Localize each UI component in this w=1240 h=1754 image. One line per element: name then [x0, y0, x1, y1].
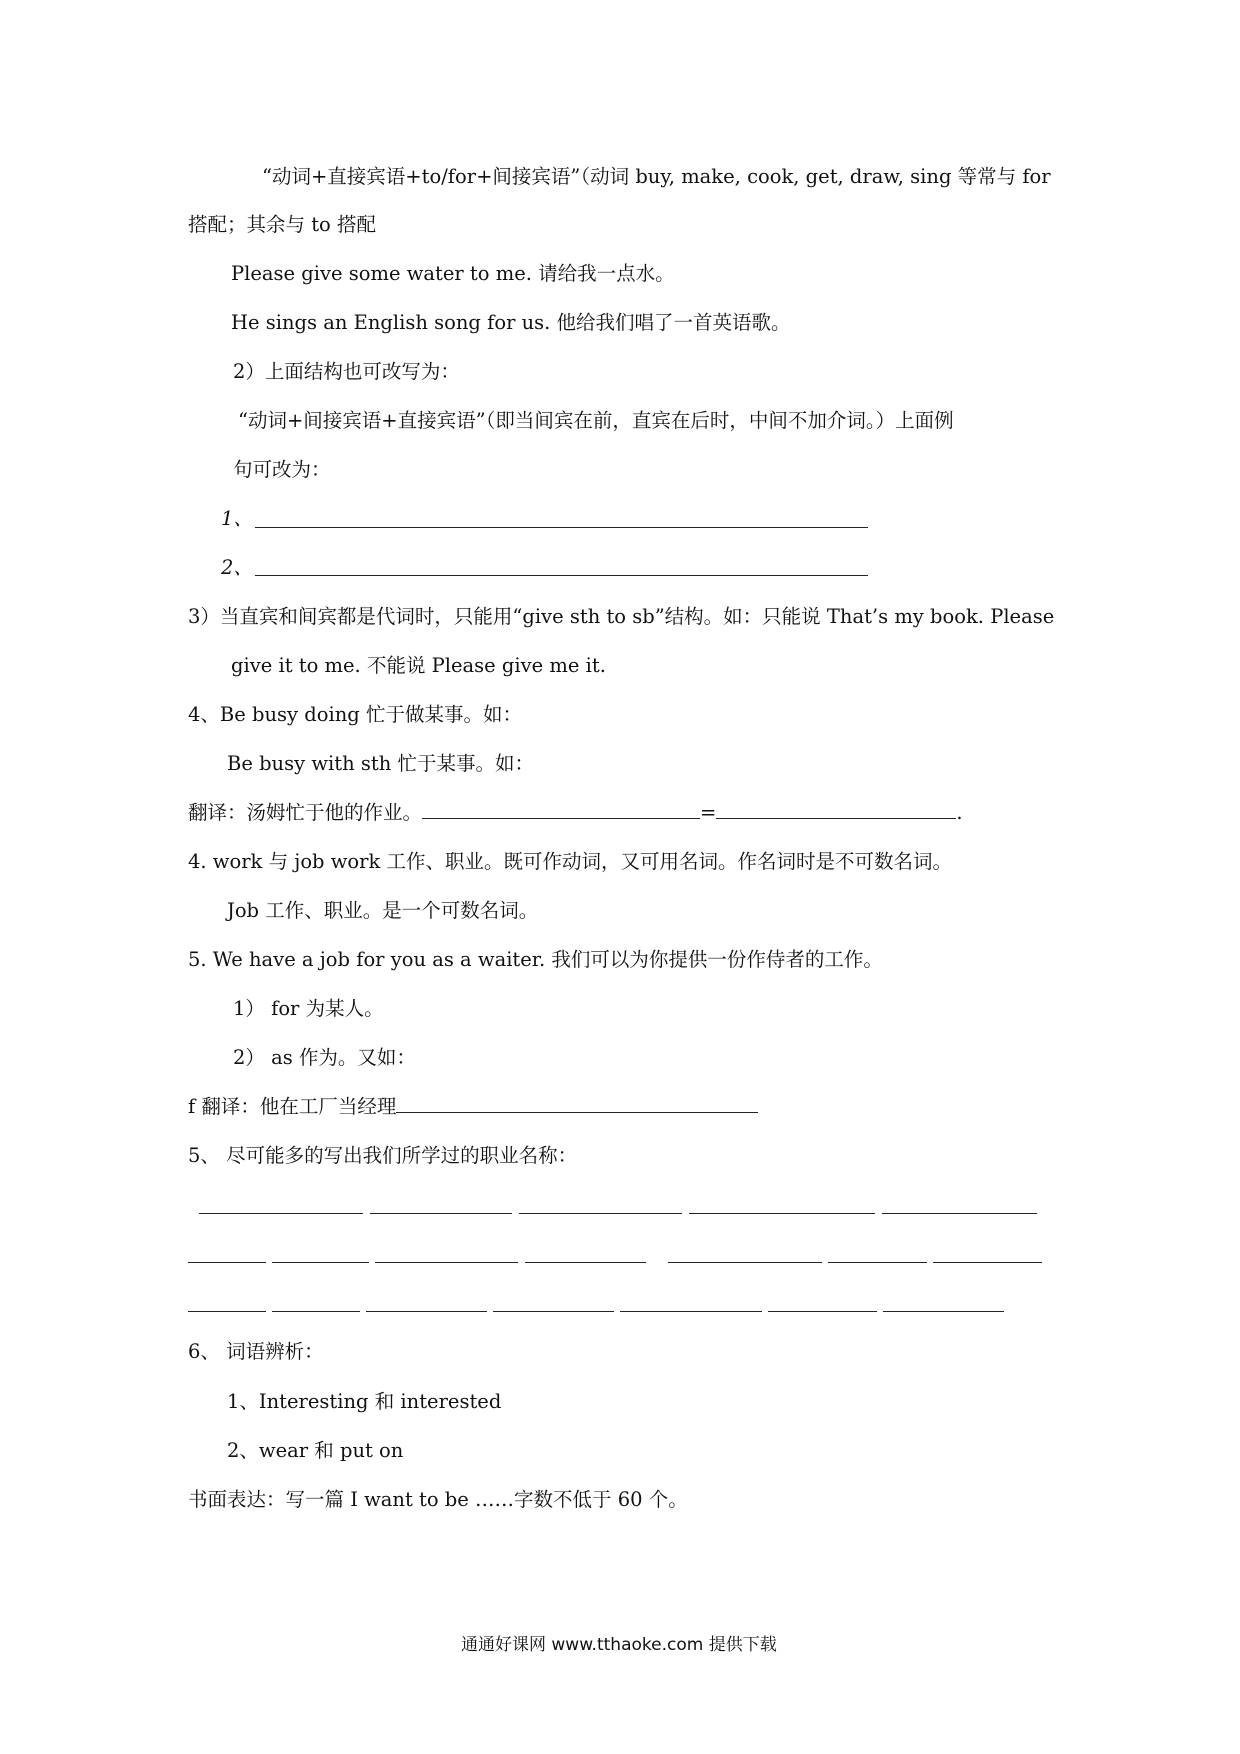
occupation-blank[interactable] [668, 1262, 822, 1263]
page-footer: 通通好课网 www.tthaoke.com 提供下载 [461, 1635, 777, 1655]
item-6-sub-2: 2、wear 和 put on [227, 1439, 404, 1462]
translation-1-blank-b[interactable] [716, 800, 956, 819]
occupation-blank[interactable] [199, 1213, 363, 1214]
example-sentence-1: Please give some water to me. 请给我一点水。 [231, 262, 675, 285]
blank-2-line[interactable] [255, 575, 868, 576]
point-2-line-2: 句可改为： [233, 458, 331, 481]
occupation-blank[interactable] [525, 1262, 646, 1263]
occupation-blank[interactable] [188, 1262, 266, 1263]
item-4-busy-with: Be busy with sth 忙于某事。如： [227, 752, 534, 775]
occupation-blank[interactable] [620, 1311, 762, 1312]
occupation-blank[interactable] [519, 1213, 682, 1214]
occupation-blank[interactable] [933, 1262, 1042, 1263]
item-5-sentence: 5. We have a job for you as a waiter. 我们可以为你提供一份作侍者的工作。 [188, 948, 883, 971]
item-5-sub-2: 2） as 作为。又如： [233, 1046, 416, 1069]
structure-line-1: “动词+直接宾语+to/for+间接宾语”（动词 buy, make, cook, get, draw, sing 等常与 for [262, 165, 1051, 188]
writing-task: 书面表达：写一篇 I want to be ……字数不低于 60 个。 [188, 1488, 688, 1511]
translation-2-blank[interactable] [396, 1094, 758, 1113]
occupation-blank[interactable] [375, 1262, 518, 1263]
translation-1-blank-a[interactable] [422, 800, 700, 819]
item-6-heading: 6、 词语辨析： [188, 1340, 324, 1363]
translation-1 [188, 800, 963, 826]
occupation-blank[interactable] [370, 1213, 512, 1214]
item-4-work-job-line-2: Job 工作、职业。是一个可数名词。 [227, 899, 539, 922]
occupation-blank[interactable] [366, 1311, 487, 1312]
occupation-blank[interactable] [188, 1311, 266, 1312]
occupation-blank[interactable] [828, 1262, 927, 1263]
blank-1-line[interactable] [255, 527, 868, 528]
point-3-line-2: give it to me. 不能说 Please give me it. [231, 654, 606, 677]
occupation-blank[interactable] [493, 1311, 614, 1312]
example-sentence-2: He sings an English song for us. 他给我们唱了一首英语歌。 [231, 311, 791, 334]
translation-2-label: f 翻译：他在工厂当经理 [188, 1095, 397, 1118]
item-6-sub-1: 1、Interesting 和 interested [227, 1390, 502, 1413]
occupation-blank[interactable] [883, 1311, 1004, 1312]
translation-1-equals: = [700, 801, 717, 824]
point-2-line-1: “动词+间接宾语+直接宾语”（即当间宾在前，直宾在后时，中间不加介词。）上面例 [238, 409, 954, 432]
item-5-sub-1: 1） for 为某人。 [233, 997, 384, 1020]
item-4-work-job-line-1: 4. work 与 job work 工作、职业。既可作动词，又可用名词。作名词时是不可数名词。 [188, 850, 953, 873]
blank-1-label: 1、 [221, 507, 253, 530]
blank-2-label: 2、 [221, 556, 253, 579]
translation-2 [188, 1094, 758, 1120]
point-3-line-1: 3）当直宾和间宾都是代词时，只能用“give sth to sb”结构。如：只能说 That’s my book. Please [188, 605, 1055, 628]
item-5-occupations-heading: 5、 尽可能多的写出我们所学过的职业名称： [188, 1144, 578, 1167]
point-2-heading: 2）上面结构也可改写为： [233, 360, 460, 383]
occupation-blank[interactable] [882, 1213, 1037, 1214]
translation-1-label: 翻译：汤姆忙于他的作业。 [188, 801, 423, 824]
translation-1-period: . [956, 801, 963, 824]
structure-line-2: 搭配；其余与 to 搭配 [188, 213, 376, 236]
occupation-blank[interactable] [272, 1311, 360, 1312]
occupation-blank[interactable] [768, 1311, 877, 1312]
occupation-blank[interactable] [689, 1213, 875, 1214]
occupation-blank[interactable] [272, 1262, 369, 1263]
item-4-busy-doing: 4、Be busy doing 忙于做某事。如： [188, 703, 522, 726]
